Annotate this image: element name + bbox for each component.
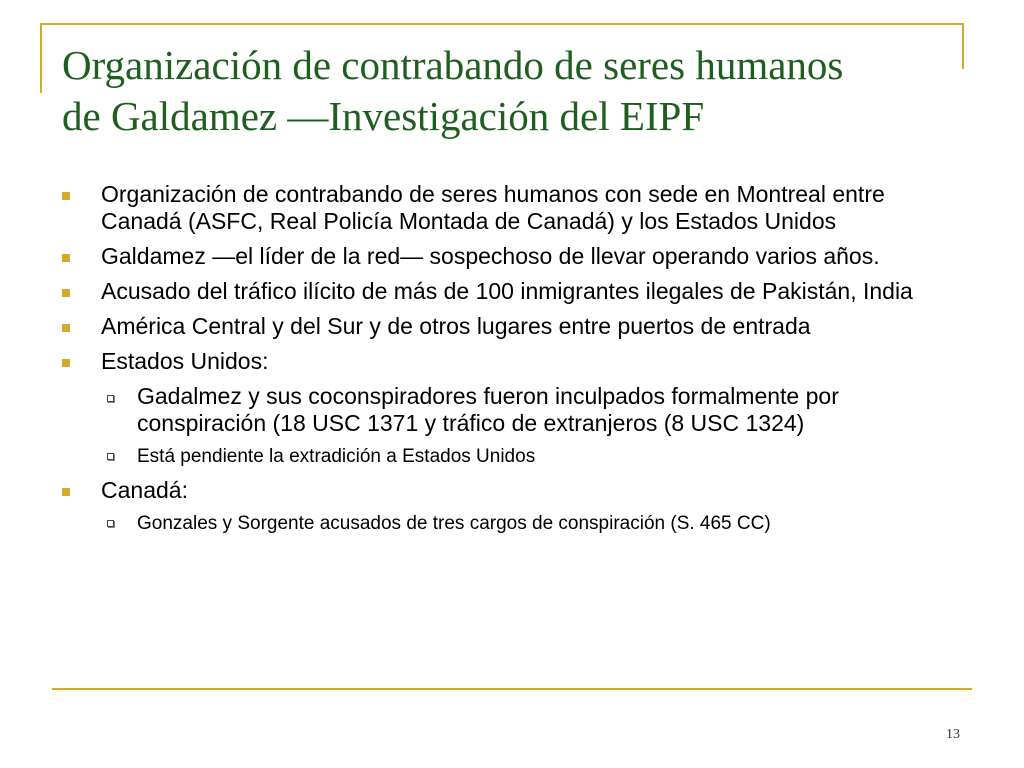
footer-rule [52,688,972,690]
slide-title [62,40,962,142]
square-bullet-icon [62,254,70,262]
title-line-2: de Galdamez —Investigación del EIPF [62,93,705,139]
square-bullet-icon [62,289,70,297]
bullet-text: Canadá: [101,477,188,503]
bullet-text: América Central y del Sur y de otros lugares entre puertos de entrada [101,313,811,339]
sub-bullet-item [62,445,962,468]
bullet-item [62,243,962,270]
bullet-item [62,477,962,504]
bullet-text: Acusado del tráfico ilícito de más de 100 inmigrantes ilegales de Pakistán, India [101,278,913,304]
sub-bullet-item [62,383,962,437]
bullet-list [62,181,962,544]
bullet-item [62,181,962,235]
bullet-item [62,313,962,340]
page-number: 13 [946,727,960,742]
title-line-1: Organización de contrabando de seres humanos [62,42,844,88]
bullet-text: Gadalmez y sus coconspiradores fueron inculpados formalmente por conspiración (18 USC 1371 y tráfico de extranjeros (8 USC 1324) [137,383,839,436]
hollow-square-bullet-icon [107,453,114,460]
sub-bullet-item [62,512,962,535]
left-accent-line [40,23,42,93]
bullet-item [62,278,962,305]
square-bullet-icon [62,359,70,367]
bullet-text: Gonzales y Sorgente acusados de tres cargos de conspiración (S. 465 CC) [137,513,771,534]
bullet-text: Galdamez —el líder de la red— sospechoso de llevar operando varios años. [101,243,880,269]
square-bullet-icon [62,192,70,200]
square-bullet-icon [62,488,70,496]
hollow-square-bullet-icon [107,395,114,402]
bullet-text: Organización de contrabando de seres humanos con sede en Montreal entre Canadá (ASFC, Real Policía Montada de Canadá) y los Estados Unidos [101,181,885,234]
bullet-text: Está pendiente la extradición a Estados Unidos [137,446,536,467]
top-accent-line [40,23,964,25]
hollow-square-bullet-icon [107,520,114,527]
square-bullet-icon [62,324,70,332]
right-accent-line [962,23,964,69]
bullet-item [62,348,962,375]
bullet-text: Estados Unidos: [101,348,269,374]
